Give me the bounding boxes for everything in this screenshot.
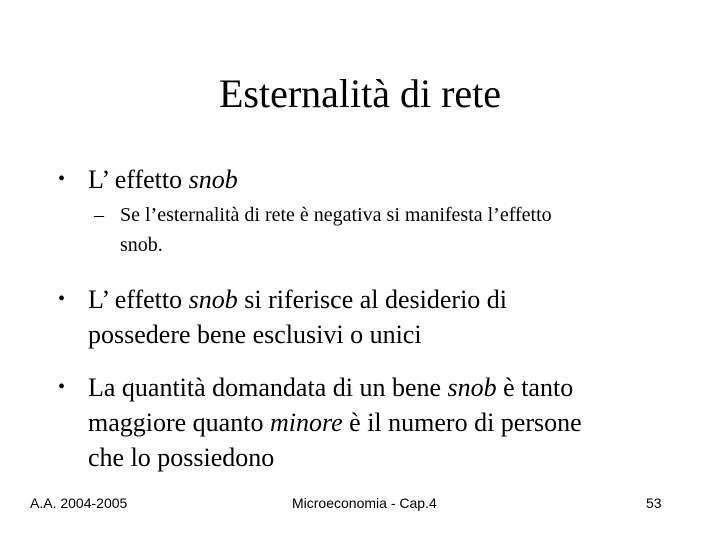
bullet-3-text-pre: La quantità domandata di un bene <box>88 373 448 402</box>
bullet-3-line-2-post: è il numero di persone <box>342 408 582 437</box>
bullet-2-text-post: si riferisce al desiderio di <box>237 285 508 314</box>
bullet-marker: • <box>58 168 66 190</box>
footer-left: A.A. 2004-2005 <box>30 495 128 511</box>
bullet-1-italic: snob <box>188 165 238 194</box>
bullet-marker: • <box>58 288 66 310</box>
bullet-3-text-post: è tanto <box>496 373 574 402</box>
bullet-text-2 <box>88 282 678 352</box>
sub-bullet-text <box>120 200 660 260</box>
bullet-2-text-pre: L’ effetto <box>88 285 189 314</box>
bullet-text-3 <box>88 370 678 475</box>
bullet-3-line-2 <box>88 405 678 440</box>
sub-bullet-line-1: Se l’esternalità di rete è negativa si manifesta l’effetto <box>120 204 552 226</box>
bullet-3-line-2-pre: maggiore quanto <box>88 408 270 437</box>
bullet-text-1 <box>88 162 678 197</box>
bullet-3-italic: snob <box>447 373 497 402</box>
bullet-marker: • <box>58 376 66 398</box>
bullet-2-line-2: possedere bene esclusivi o unici <box>88 320 422 349</box>
bullet-3-line-2-italic: minore <box>269 408 343 437</box>
sub-bullet-marker: – <box>94 204 104 226</box>
bullet-3-line-3: che lo possiedono <box>88 443 275 472</box>
bullet-1-text: L’ effetto <box>88 165 189 194</box>
bullet-3-line-1 <box>88 370 678 405</box>
footer-center: Microeconomia - Cap.4 <box>292 495 437 511</box>
bullet-2-line-1 <box>88 282 678 317</box>
footer-page-number: 53 <box>646 495 662 511</box>
sub-bullet-line-2: snob. <box>120 234 163 256</box>
slide-title: Esternalità di rete <box>218 71 502 116</box>
bullet-2-italic: snob <box>188 285 238 314</box>
